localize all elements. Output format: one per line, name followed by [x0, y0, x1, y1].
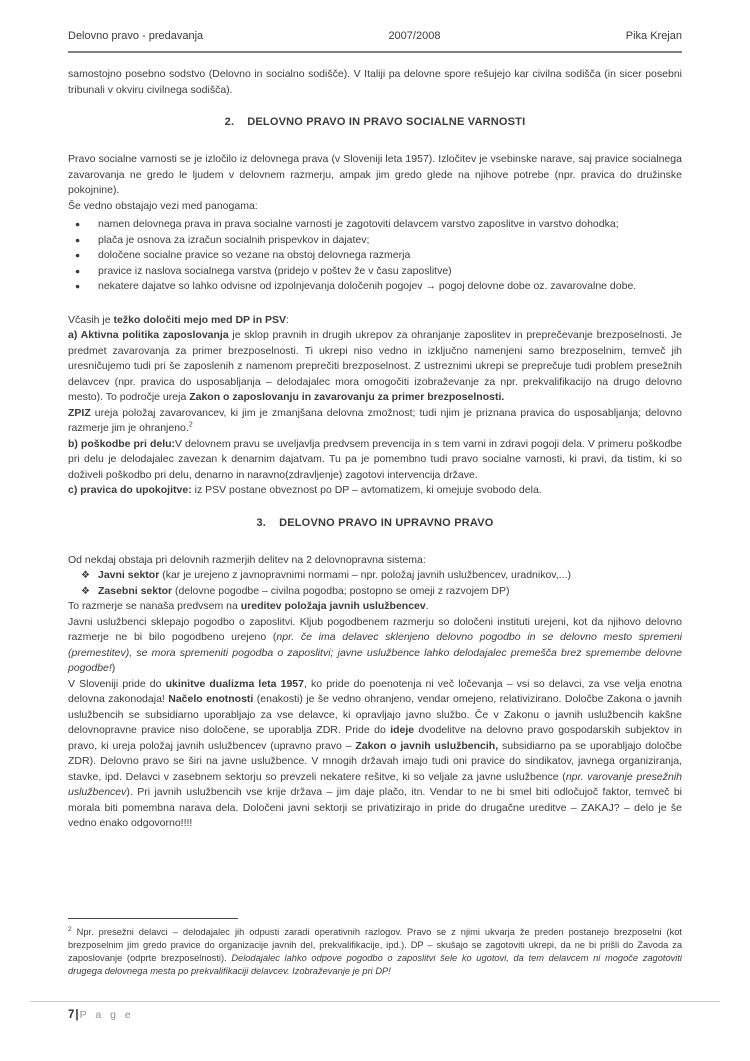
page-number: 7: [68, 1009, 75, 1021]
paragraph-systems-lead: Od nekdaj obstaja pri delovnih razmerjih delitev na 2 delovnopravna sistema:: [68, 553, 426, 566]
page-footer: [30, 1001, 720, 1021]
bullet-list-sectors: [68, 568, 682, 599]
list-item-text: Javni sektor (kar je urejeno z javnopravnimi normami – npr. položaj javnih uslužbencev, uradnikov,...): [98, 569, 571, 581]
paragraph-psv-links-intro: Še vedno obstajajo vezi med panogama:: [68, 199, 258, 212]
paragraph-zpiz: ZPIZ ureja položaj zavarovancev, ki jim je zmanjšana delovna zmožnost; tudi njim je priznana pravica do usposabljanja; delovno razmerje jim je ohranjeno.$^2$: [68, 406, 682, 434]
list-item: [68, 248, 682, 264]
list-item: [68, 233, 682, 249]
paragraph-public-servants-2: Javni uslužbenci sklepajo pogodbo o zaposlitvi. Kljub pogodbenem razmerju so določeni instituti urejeni, kot da njihovo delovno razmerje ne bi bilo pogodbeno urejeno (npr. če ima delavec sklenjeno delovno pogodbo in se delovno mesto spremeni (premestitev), se mora spremeniti pogodba o zaposlitvi; javne uslužbence lahko delodajalec premešča brez spremembe delovne pogodbe!): [68, 615, 682, 674]
header-author: Pika Krejan: [625, 30, 682, 42]
bullet-icon: ●: [75, 281, 81, 291]
paragraph-public-servants-1: To razmerje se nanaša predvsem na ureditev položaja javnih uslužbencev.: [68, 600, 429, 612]
bullet-icon: ●: [75, 234, 81, 245]
header-academic-year: 2007/2008: [388, 30, 441, 42]
list-item-text: plača je osnova za izračun socialnih prispevkov in dajatev;: [98, 233, 370, 246]
footnote-text: $^2$ Npr. presežni delavci – delodajalec jih odpusti zaradi operativnih razlogov. Pravo se z njimi ukvarja že preden postanejo brezposelni (kot brezposelnim jim gredo pravice do organizacije javnih del, prekvalifikacije, ipd.). DP – skušajo se zagotoviti ukrepi, da ne bi prišli do Zavoda za zaposlovanje (odprte brezposelnosti). Delodajalec lahko odpove pogodbo o zaposlitvi šele ko ugotovi, da tem delavcem ni mogoče zagotoviti drugega delovnega mesta po prekvalifikaciji delavcev. Izobraževanje je pri DP!: [68, 925, 682, 976]
paragraph-point-a: a) Aktivna politika zaposlovanja je sklop pravnih in drugih ukrepov za ohranjanje zaposlitev in preprečevanje brezposelnosti. Je predmet zavarovanja za primer brezposelnosti. Ti ukrepi niso vedno in izključno namenjeni samo brezposelnim, temveč jih uresničujemo tudi pri še zaposlenih z namenom preprečiti brezposelnost. Z ustreznimi ukrepi se preprečuje tudi problem presežnih delavcev (npr. pravica do usposabljanja – delodajalec mora omogočiti izobraževanje za npr. prekvalifikacijo na drugo delovno mesto). To področje ureja Zakon o zaposlovanju in zavarovanju za primer brezposelnosti.: [68, 329, 682, 403]
footnote-separator: [68, 918, 238, 919]
paragraph-boundary: Včasih je težko določiti mejo med DP in PSV:: [68, 313, 289, 326]
bullet-icon: ●: [75, 265, 81, 276]
list-item-text: namen delovnega prava in prava socialne varnosti je zagotoviti delavcem varstvo zaposlitve in varstvo dohodka;: [98, 218, 619, 230]
list-item: [68, 279, 682, 295]
bullet-list-psv-links: [68, 217, 682, 295]
page-header: [68, 30, 682, 53]
paragraph-psv-lead: Pravo socialne varnosti se je izločilo iz delovnega prava (v Sloveniji leta 1957). Izločitev je vsebinske narave, saj pravice socialnega zavarovanja ne gredo le ljudem v delovnem razmerju, ampak jim gredo glede na njihove potrebe (npr. pravica do družinske pokojnine).: [68, 153, 682, 196]
footer-separator: |: [75, 1009, 79, 1021]
list-item-text: nekatere dajatve so lahko odvisne od izpolnjevanja določenih pogojev → pogoj delovne dobe oz. zavarovalne dobe.: [98, 280, 637, 292]
list-item-text: Zasebni sektor (delovne pogodbe – civilna pogodba; postopno se omeji z razvojem DP): [98, 584, 510, 597]
bullet-icon: ●: [75, 219, 81, 229]
bullet-icon: ●: [75, 250, 81, 260]
paragraph-public-servants-3: V Sloveniji pride do ukinitve dualizma leta 1957, ko pride do poenotenja ni več ločevanja – vsi so delavci, za vse velja enotna delovna zakonodaja! Načelo enotnosti (enakosti) je še vedno ohranjeno, vendar omejeno, relativizirano. Določbe Zakona o javnih uslužbencih se subsidiarno uporabljajo za vse delavce, ki opravljajo javno službo. Če v Zakonu o javnih uslužbencih kakšne delovnopravne pravice niso določene, se uporablja ZDR. Pride do ideje dvodelitve na delovno pravo gospodarskih subjektov in pravo, ki ureja položaj javnih uslužbencev (upravno pravo – Zakon o javnih uslužbencih, subsidiarno pa se uporabljajo določbe ZDR). Delovno pravo se širi na javne uslužbence. V mnogih državah imajo tudi oni pravice do sindikatov, javnega organiziranja, stavke, ipd. Delavci v zasebnem sektorju so prevzeli nekatere rešitve, ki so veljale za javne uslužbence (npr. varovanje presežnih uslužbencev). Pri javnih uslužbencih vse krije država – jim daje plačo, itn. Vendar to ne bi smel biti odločujoč faktor, temveč bi morala biti pomembna narava dela. Določeni javni sektorji se privatizirajo in pride do drugačne ureditve – ZAKAJ? – delo je še vedno enako odgovorno!!!!: [68, 677, 683, 829]
paragraph-intro: samostojno posebno sodstvo (Delovno in socialno sodišče). V Italiji pa delovne spore rešujejo kar civilna sodišča (in sicer posebni tribunali v okviru civilnega sodišča).: [68, 68, 682, 96]
footer-page-label: P a g e: [79, 1009, 134, 1021]
list-item-text: določene socialne pravice so vezane na obstoj delovnega razmerja: [98, 249, 411, 261]
diamond-bullet-icon: ❖: [81, 570, 90, 581]
list-item: [68, 584, 682, 600]
heading-section-2: 2. DELOVNO PRAVO IN PRAVO SOCIALNE VARNOSTI: [224, 116, 526, 128]
list-item: [68, 217, 682, 233]
list-item-text: pravice iz naslova socialnega varstva (pridejo v poštev že v času zaposlitve): [98, 264, 452, 277]
list-item: [68, 264, 682, 280]
list-item: [68, 568, 682, 584]
paragraph-point-b: b) poškodbe pri delu:V delovnem pravu se uveljavlja predvsem prevencija in s tem varni in zdravi pogoji dela. V primeru poškodbe pri delu je delodajalec zavezan k denarnim dajatvam. Tu pa je pomembno tudi pravo socialne varnosti, ki pravi, da tistim, ki so doživeli poškodbo pri delu, denarno in naravno(zdravljenje) zagotovi intervencija države.: [68, 437, 683, 481]
heading-section-3: 3. DELOVNO PRAVO IN UPRAVNO PRAVO: [256, 516, 494, 529]
diamond-bullet-icon: ❖: [81, 585, 90, 597]
paragraph-point-c: c) pravica do upokojitve: iz PSV postane obveznost po DP – avtomatizem, ki omejuje svobodo dela.: [68, 484, 542, 496]
footnote-area: [68, 918, 682, 978]
header-course-title: Delovno pravo - predavanja: [68, 30, 204, 42]
